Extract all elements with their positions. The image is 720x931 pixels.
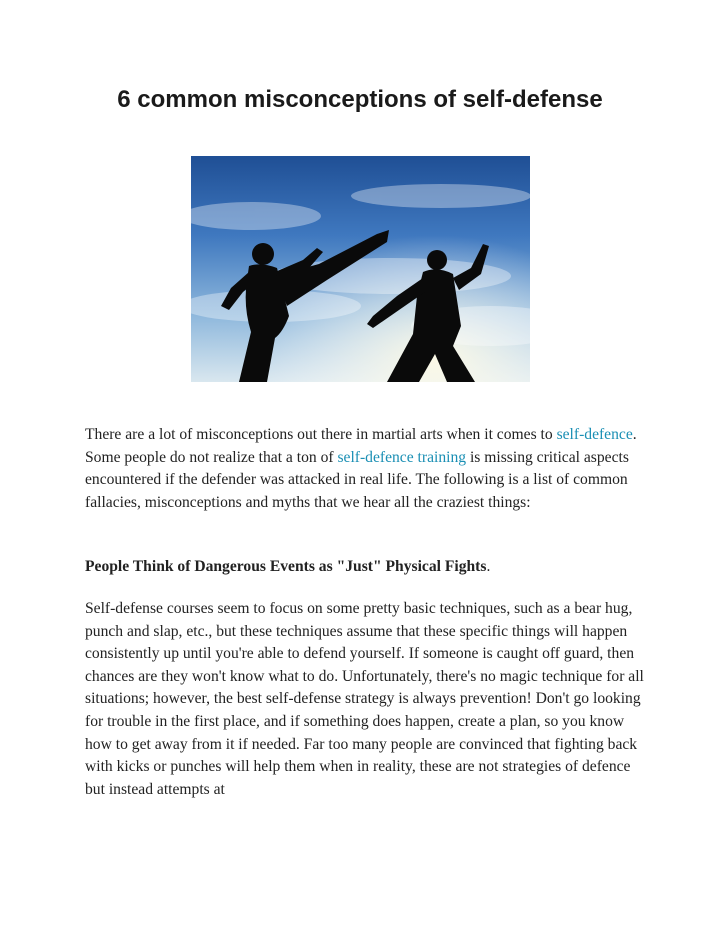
intro-text-1: There are a lot of misconceptions out there in martial arts when it comes to xyxy=(85,426,557,443)
page-title: 6 common misconceptions of self-defense xyxy=(117,86,603,113)
self-defence-link[interactable]: self-defence xyxy=(556,426,633,443)
martial-arts-silhouette-photo xyxy=(191,156,530,382)
body-paragraph: Self-defense courses seem to focus on some pretty basic techniques, such as a bear hug, punch and slap, etc., but these techniques assume that these specific things will happen consistently up until you're able to defend yourself. If someone is caught off guard, then chances are they won't know what to do. Unfortunately, there's no magic technique for all situations; however, the best self-defense strategy is always prevention! Don't go looking for trouble in the first place, and if something does happen, create a plan, so you know how to get away from it if needed. Far too many people are convinced that fighting back with kicks or punches will help them when in reality, these are not strategies of defence but instead attempts at xyxy=(85,600,644,798)
intro-paragraph xyxy=(85,424,645,514)
intro-text-2: . Some people do not realize that a ton of xyxy=(85,426,637,466)
hero-image xyxy=(191,156,530,382)
section-heading-text: People Think of Dangerous Events as "Just" Physical Fights xyxy=(85,558,487,575)
section-heading-suffix: . xyxy=(486,558,491,575)
self-defence-training-link[interactable]: self-defence training xyxy=(337,448,467,466)
section-heading xyxy=(85,556,645,579)
intro-text-3: is missing critical aspects encountered if the defender was attacked in real life. The following is a list of common fallacies, misconceptions and myths that we hear all the craziest things: xyxy=(85,448,629,511)
